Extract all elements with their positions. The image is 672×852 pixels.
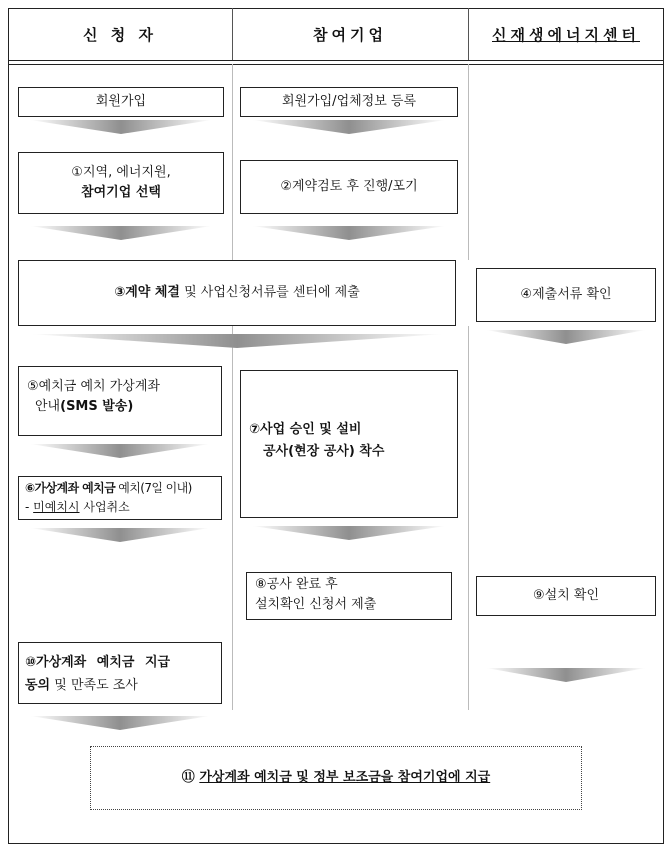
step-label: 및 사업신청서류를 센터에 제출: [179, 285, 360, 300]
step-label-bold: 공사(현장 공사) 착수: [263, 444, 385, 459]
step-7-approval-construction: [240, 370, 458, 518]
step-6-deposit: [18, 476, 222, 520]
down-arrow: [252, 120, 446, 134]
step-2-contract-review: [240, 160, 458, 214]
step-5-deposit-notice: [18, 366, 222, 436]
down-arrow: [30, 226, 212, 240]
down-arrow: [252, 226, 446, 240]
down-arrow: [30, 716, 210, 730]
column-header-center: 신재생에너지센터: [492, 25, 640, 44]
lane-separator: [468, 64, 469, 260]
step-label-bold: ⑥가상계좌 예치금: [25, 481, 116, 495]
step-label: 예치(7일 이내): [115, 481, 192, 495]
step-label-bold: ⑦사업 승인 및 설비: [249, 422, 362, 437]
header-divider: [8, 60, 664, 61]
step-label: ⑤예치금 예치 가상계좌: [27, 379, 160, 394]
step-label-underlined: 미예치시: [33, 500, 80, 514]
step-label: ②계약검토 후 진행/포기: [280, 179, 418, 194]
step-label: ⑨설치 확인: [532, 588, 600, 603]
down-arrow: [30, 528, 210, 542]
step-label: 사업취소: [79, 500, 130, 514]
down-arrow: [486, 668, 646, 682]
step-1-select-company: [18, 152, 224, 214]
step-label: 및 만족도 조사: [50, 678, 138, 693]
step-10-consent-survey: [18, 642, 222, 704]
step-label: 참여기업 선택: [81, 185, 161, 200]
step-label: 안내: [35, 399, 61, 414]
step-label: -: [25, 500, 34, 514]
step-label: ①지역, 에너지원,: [71, 165, 171, 180]
lane-separator: [468, 326, 469, 710]
step-label: 설치확인 신청서 제출: [255, 597, 377, 612]
step-4-document-check: [476, 268, 656, 322]
header-separator: [232, 8, 233, 60]
down-arrow: [30, 120, 212, 134]
step-label: 회원가입: [95, 94, 147, 109]
lane-separator: [232, 326, 233, 710]
step-label-bold: 가상계좌 예치금 및 정부 보조금을 참여기업에 지급: [199, 770, 491, 785]
step-label: 회원가입/업체정보 등록: [281, 94, 417, 109]
step-9-installation-check: [476, 576, 656, 616]
step-label: ⑧공사 완료 후: [255, 577, 338, 592]
column-header-company: 참여기업: [313, 25, 387, 44]
header-divider-double: [8, 64, 664, 65]
step-8-completion-request: [246, 572, 452, 620]
step-label: ④제출서류 확인: [520, 287, 612, 302]
step-label-bold: (SMS 발송): [60, 399, 134, 414]
step-number: ⑪: [181, 770, 195, 785]
column-header-applicant: 신 청 자: [83, 25, 157, 44]
step-label-bold: ⑩가상계좌 예치금 지급: [25, 655, 171, 670]
step-3-contract-submit: [18, 260, 456, 326]
step-register-applicant: [18, 87, 224, 117]
step-11-payment: [90, 746, 582, 810]
step-label-bold: 동의: [25, 678, 51, 693]
down-arrow: [30, 444, 210, 458]
step-label-bold: ③계약 체결: [114, 285, 180, 300]
lane-separator: [232, 64, 233, 260]
down-arrow: [486, 330, 646, 344]
down-arrow: [252, 526, 446, 540]
header-separator: [468, 8, 469, 60]
down-arrow: [30, 334, 444, 348]
step-register-company: [240, 87, 458, 117]
